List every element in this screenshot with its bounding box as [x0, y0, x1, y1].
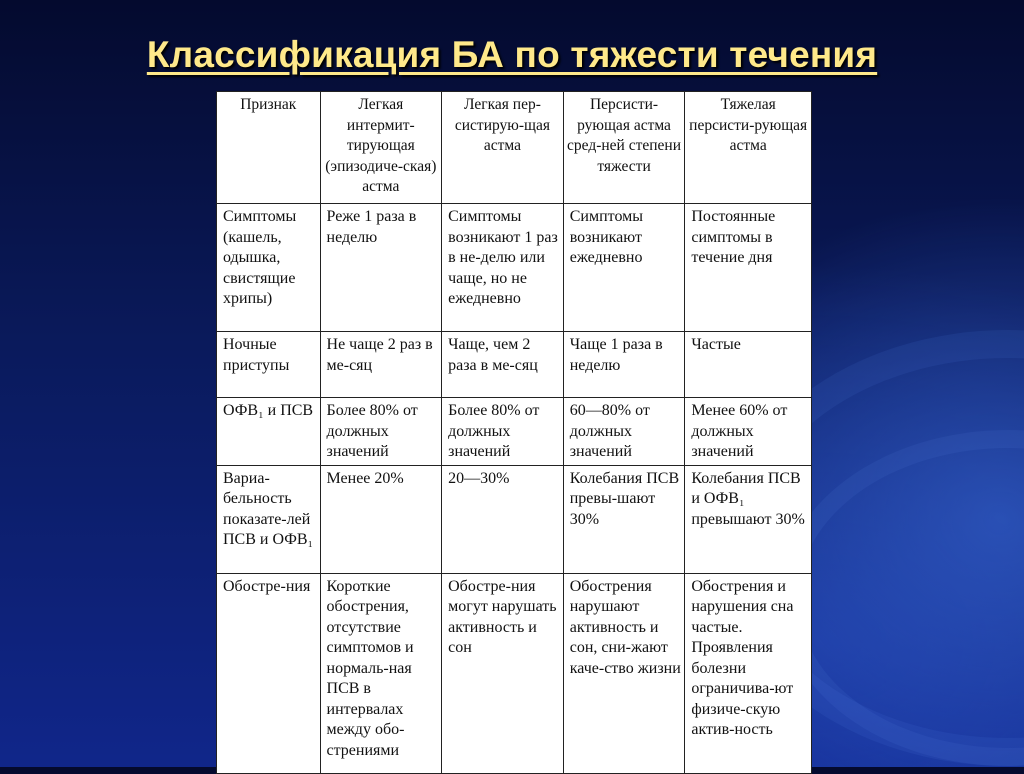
table-row-symptoms	[217, 204, 812, 332]
column-header-feature: Признак	[217, 92, 321, 204]
severity-classification-table	[216, 91, 812, 774]
table-cell: Короткие обострения, отсутствие симптомов и нормаль-ная ПСВ в интервалах между обо-стрениями	[320, 573, 442, 773]
table-cell: Симптомы возникают 1 раз в не-делю или чаще, но не ежедневно	[442, 204, 564, 332]
column-header-severe-persistent: Тяжелая персисти-рующая астма	[685, 92, 812, 204]
row-label: ОФВ₁ и ПСВ	[217, 398, 321, 466]
table-cell: Более 80% от должных значений	[442, 398, 564, 466]
table-cell: Обострения нарушают активность и сон, сни-жают каче-ство жизни	[563, 573, 685, 773]
table-row-fev1-pef	[217, 398, 812, 466]
column-header-mild-intermittent: Легкая интермит-тирующая (эпизодиче-ская) астма	[320, 92, 442, 204]
background-swirl	[780, 430, 1024, 766]
table-cell: Обостре-ния могут нарушать активность и сон	[442, 573, 564, 773]
row-label: Симптомы (кашель, одышка, свистящие хрипы)	[217, 204, 321, 332]
table-cell: Чаще 1 раза в неделю	[563, 332, 685, 398]
table-cell: Постоянные симптомы в течение дня	[685, 204, 812, 332]
table-cell: Обострения и нарушения сна частые. Проявления болезни ограничива-ют физиче-скую актив-ность	[685, 573, 812, 773]
table-cell: Более 80% от должных значений	[320, 398, 442, 466]
table-cell: Симптомы возникают ежедневно	[563, 204, 685, 332]
table-cell: Реже 1 раза в неделю	[320, 204, 442, 332]
table-cell: Менее 20%	[320, 465, 442, 573]
table-cell: Колебания ПСВ и ОФВ₁ превышают 30%	[685, 465, 812, 573]
table-cell: Не чаще 2 раз в ме-сяц	[320, 332, 442, 398]
row-label: Вариа-бельность показате-лей ПСВ и ОФВ₁	[217, 465, 321, 573]
table-cell: Менее 60% от должных значений	[685, 398, 812, 466]
table-row-night-attacks	[217, 332, 812, 398]
column-header-moderate-persistent: Персисти-рующая астма сред-ней степени тяжести	[563, 92, 685, 204]
table-header-row	[217, 92, 812, 204]
table-cell: 60—80% от должных значений	[563, 398, 685, 466]
row-label: Обостре-ния	[217, 573, 321, 773]
table-cell: Колебания ПСВ превы-шают 30%	[563, 465, 685, 573]
row-label: Ночные приступы	[217, 332, 321, 398]
slide-title: Классификация БА по тяжести течения	[146, 34, 878, 75]
table-cell: Частые	[685, 332, 812, 398]
column-header-mild-persistent: Легкая пер-систирую-щая астма	[442, 92, 564, 204]
table-cell: 20—30%	[442, 465, 564, 573]
table-cell: Чаще, чем 2 раза в ме-сяц	[442, 332, 564, 398]
table-row-variability	[217, 465, 812, 573]
table-row-exacerbations	[217, 573, 812, 773]
